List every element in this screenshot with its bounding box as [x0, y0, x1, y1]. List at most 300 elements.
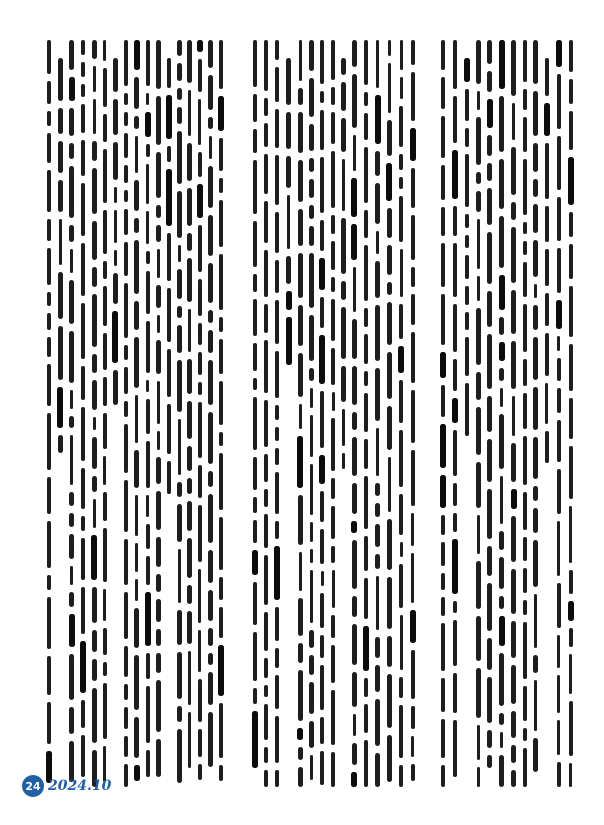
glyph-stroke [511, 489, 517, 509]
glyph-stroke [47, 656, 52, 695]
glyph-stroke [533, 204, 538, 233]
glyph-stroke [208, 412, 213, 464]
glyph-stroke [275, 155, 280, 205]
text-line [544, 40, 550, 800]
glyph-stroke [218, 645, 224, 696]
glyph-stroke [198, 402, 203, 458]
glyph-stroke [352, 483, 357, 514]
glyph-stroke [134, 717, 139, 758]
glyph-stroke [441, 207, 446, 236]
glyph-stroke [103, 628, 108, 655]
glyph-stroke [319, 258, 325, 290]
glyph-stroke [146, 495, 149, 517]
glyph-stroke [332, 570, 335, 608]
glyph-stroke [533, 437, 538, 479]
glyph-stroke [70, 566, 73, 585]
glyph-stroke [187, 233, 192, 251]
glyph-stroke [441, 678, 446, 712]
text-line [80, 40, 86, 800]
glyph-stroke [399, 564, 404, 608]
glyph-stroke [399, 705, 404, 758]
glyph-stroke [331, 151, 336, 208]
glyph-stroke [113, 58, 118, 92]
glyph-stroke [453, 601, 456, 613]
glyph-stroke [523, 40, 528, 82]
glyph-stroke [187, 585, 192, 604]
glyph-stroke [92, 267, 97, 287]
glyph-stroke [387, 245, 392, 275]
glyph-stroke [387, 208, 392, 238]
glyph-stroke [476, 372, 481, 400]
glyph-stroke [499, 96, 504, 152]
glyph-stroke [569, 446, 574, 499]
glyph-stroke [375, 151, 380, 176]
glyph-stroke [331, 299, 336, 341]
glyph-stroke [557, 248, 562, 293]
glyph-stroke [465, 89, 470, 121]
glyph-stroke [453, 96, 458, 143]
glyph-stroke [124, 190, 129, 202]
glyph-stroke [275, 607, 280, 641]
glyph-stroke [177, 306, 182, 318]
glyph-stroke [465, 337, 470, 376]
glyph-stroke [476, 668, 481, 718]
glyph-stroke [569, 628, 574, 647]
glyph-stroke [208, 263, 213, 303]
glyph-stroke [198, 505, 203, 562]
glyph-stroke [512, 396, 515, 436]
text-line [145, 40, 151, 800]
glyph-stroke [477, 91, 480, 110]
glyph-stroke [331, 40, 336, 80]
glyph-stroke [103, 149, 108, 203]
glyph-stroke [557, 336, 560, 351]
glyph-stroke [124, 367, 127, 394]
glyph-stroke [157, 431, 160, 450]
text-line [309, 40, 314, 800]
glyph-stroke [387, 735, 392, 782]
glyph-stroke [375, 261, 380, 298]
glyph-stroke [177, 706, 182, 722]
glyph-stroke [375, 665, 380, 692]
glyph-stroke [156, 225, 161, 242]
glyph-stroke [81, 366, 86, 400]
glyph-stroke [387, 577, 392, 629]
text-line [410, 40, 416, 800]
glyph-stroke [58, 272, 63, 319]
glyph-stroke [499, 557, 504, 589]
glyph-stroke [398, 346, 404, 373]
glyph-stroke [208, 166, 213, 208]
glyph-stroke [208, 360, 213, 405]
glyph-stroke [187, 611, 192, 644]
glyph-stroke [568, 157, 574, 205]
glyph-stroke [187, 401, 192, 439]
glyph-stroke [208, 712, 213, 767]
glyph-stroke [399, 765, 404, 787]
glyph-stroke [58, 326, 63, 380]
glyph-stroke [500, 388, 503, 407]
glyph-stroke [523, 492, 528, 530]
glyph-stroke [198, 382, 203, 395]
glyph-stroke [411, 168, 416, 208]
glyph-stroke [219, 40, 224, 89]
glyph-stroke [441, 597, 446, 616]
glyph-stroke [264, 489, 269, 507]
glyph-stroke [523, 304, 528, 352]
glyph-stroke [253, 632, 258, 681]
glyph-stroke [441, 573, 446, 590]
glyph-stroke [320, 40, 325, 84]
glyph-stroke [47, 702, 50, 744]
glyph-stroke [69, 108, 74, 136]
glyph-stroke [208, 590, 213, 621]
glyph-stroke [441, 165, 446, 200]
glyph-stroke [441, 515, 446, 535]
glyph-stroke [309, 124, 314, 151]
glyph-stroke [298, 353, 303, 397]
glyph-stroke [70, 435, 73, 485]
glyph-stroke [387, 519, 392, 570]
text-line [568, 40, 574, 800]
glyph-stroke [264, 454, 269, 482]
text-line [351, 40, 357, 800]
glyph-stroke [388, 63, 391, 113]
glyph-stroke [103, 589, 106, 621]
glyph-stroke [156, 599, 161, 622]
glyph-stroke [500, 732, 503, 748]
glyph-stroke [81, 303, 86, 359]
glyph-stroke [453, 483, 458, 506]
text-line [208, 40, 213, 800]
glyph-stroke [166, 95, 172, 139]
glyph-stroke [557, 583, 562, 628]
glyph-stroke [411, 72, 416, 121]
glyph-stroke [198, 729, 203, 757]
glyph-stroke [533, 387, 538, 430]
glyph-stroke [309, 315, 314, 361]
glyph-stroke [375, 183, 380, 224]
glyph-stroke [219, 339, 222, 374]
glyph-stroke [310, 464, 313, 515]
glyph-stroke [452, 398, 458, 423]
glyph-stroke [569, 654, 572, 694]
glyph-stroke [342, 159, 345, 211]
glyph-stroke [219, 432, 224, 446]
glyph-stroke [252, 711, 258, 768]
glyph-stroke [69, 492, 74, 506]
glyph-stroke [465, 235, 470, 248]
glyph-stroke [375, 483, 380, 496]
glyph-stroke [146, 93, 149, 105]
glyph-stroke [114, 250, 117, 266]
glyph-stroke [557, 635, 560, 668]
glyph-stroke [135, 136, 138, 173]
glyph-stroke [112, 311, 118, 363]
glyph-stroke [557, 197, 562, 241]
glyph-stroke [69, 225, 74, 242]
glyph-stroke [331, 506, 336, 539]
glyph-stroke [298, 670, 303, 721]
glyph-stroke [264, 704, 269, 740]
glyph-stroke [465, 255, 470, 279]
glyph-stroke [511, 745, 516, 763]
text-line [341, 40, 346, 800]
text-line [464, 40, 470, 800]
glyph-stroke [376, 428, 379, 476]
glyph-stroke [533, 337, 538, 380]
glyph-stroke [253, 497, 256, 513]
glyph-stroke [177, 63, 182, 81]
glyph-stroke [465, 312, 470, 330]
glyph-stroke [453, 513, 458, 532]
glyph-stroke [264, 685, 269, 697]
glyph-stroke [387, 302, 392, 345]
glyph-stroke [309, 158, 314, 172]
glyph-stroke [523, 537, 528, 561]
glyph-stroke [167, 288, 170, 342]
glyph-stroke [453, 206, 458, 236]
glyph-stroke [523, 117, 528, 152]
glyph-stroke [477, 767, 480, 787]
text-line [286, 40, 292, 800]
glyph-stroke [156, 537, 161, 567]
glyph-stroke [310, 415, 313, 457]
glyph-stroke [351, 521, 357, 533]
glyph-stroke [523, 622, 526, 679]
glyph-stroke [92, 380, 97, 410]
glyph-stroke [569, 570, 574, 594]
glyph-stroke [188, 712, 191, 768]
glyph-stroke [264, 747, 267, 763]
glyph-stroke [208, 40, 213, 68]
glyph-stroke [500, 476, 503, 524]
text-line [264, 40, 269, 800]
glyph-stroke [453, 430, 458, 476]
glyph-stroke [477, 725, 480, 760]
glyph-stroke [167, 58, 172, 88]
glyph-stroke [364, 92, 369, 106]
glyph-stroke [275, 448, 280, 465]
glyph-stroke [487, 439, 492, 482]
glyph-stroke [351, 178, 357, 217]
glyph-stroke [320, 635, 325, 658]
glyph-stroke [264, 514, 267, 548]
glyph-stroke [219, 765, 222, 781]
glyph-stroke [440, 475, 446, 508]
glyph-stroke [103, 683, 108, 739]
glyph-stroke [103, 662, 108, 676]
glyph-stroke [81, 538, 86, 580]
glyph-stroke [523, 568, 528, 593]
glyph-stroke [92, 354, 97, 373]
glyph-stroke [352, 596, 357, 617]
glyph-stroke [387, 406, 392, 450]
glyph-stroke [124, 424, 129, 473]
glyph-stroke [569, 212, 574, 237]
glyph-stroke [453, 40, 458, 89]
glyph-stroke [134, 116, 139, 129]
glyph-stroke [92, 221, 97, 260]
glyph-stroke [464, 58, 470, 82]
glyph-stroke [81, 183, 86, 236]
glyph-stroke [309, 78, 314, 117]
glyph-stroke [156, 739, 161, 777]
text-line [476, 40, 481, 800]
glyph-stroke [297, 728, 303, 740]
glyph-stroke [298, 767, 303, 787]
glyph-stroke [167, 461, 172, 494]
glyph-stroke [487, 163, 492, 181]
glyph-stroke [103, 333, 108, 370]
glyph-stroke [275, 648, 280, 668]
glyph-stroke [545, 206, 550, 242]
glyph-stroke [364, 678, 367, 697]
glyph-stroke [286, 58, 291, 105]
glyph-stroke [487, 396, 492, 432]
glyph-stroke [219, 178, 222, 193]
glyph-stroke [341, 82, 346, 111]
glyph-stroke [487, 755, 492, 768]
glyph-stroke [188, 90, 191, 136]
glyph-stroke [476, 462, 481, 508]
glyph-stroke [275, 109, 280, 148]
glyph-stroke [209, 136, 212, 159]
glyph-stroke [253, 397, 258, 450]
glyph-stroke [92, 294, 97, 347]
glyph-stroke [299, 552, 302, 591]
glyph-stroke [453, 673, 456, 713]
glyph-stroke [569, 286, 574, 337]
text-line [440, 40, 446, 800]
glyph-stroke [146, 271, 151, 314]
text-line [511, 40, 517, 800]
glyph-stroke [352, 672, 357, 707]
glyph-stroke [320, 220, 325, 251]
glyph-stroke [534, 594, 537, 648]
glyph-stroke [286, 256, 291, 284]
text-line [91, 40, 97, 800]
glyph-stroke [545, 383, 548, 424]
glyph-stroke [264, 201, 269, 243]
glyph-stroke [93, 417, 96, 430]
glyph-stroke [47, 219, 52, 241]
text-line [252, 40, 258, 800]
glyph-stroke [253, 160, 258, 214]
glyph-stroke [453, 243, 456, 297]
glyph-stroke [146, 750, 151, 777]
glyph-stroke [441, 719, 446, 758]
glyph-stroke [309, 179, 314, 198]
glyph-stroke [309, 205, 314, 219]
glyph-stroke [219, 607, 224, 638]
glyph-stroke [399, 177, 404, 189]
glyph-stroke [499, 653, 504, 706]
glyph-stroke [219, 453, 224, 510]
glyph-stroke [465, 383, 468, 436]
text-line [499, 40, 505, 800]
glyph-stroke [499, 596, 504, 609]
glyph-stroke [557, 420, 562, 462]
glyph-stroke [58, 180, 63, 212]
glyph-stroke [476, 191, 481, 212]
glyph-stroke [178, 419, 181, 475]
glyph-stroke [264, 250, 269, 297]
glyph-stroke [124, 209, 127, 235]
glyph-stroke [331, 112, 336, 144]
text-line [57, 40, 63, 800]
glyph-stroke [523, 89, 528, 110]
glyph-stroke [523, 359, 528, 386]
glyph-stroke [386, 163, 392, 201]
glyph-stroke [146, 144, 151, 157]
glyph-stroke [81, 700, 86, 728]
glyph-stroke [523, 728, 528, 741]
glyph-stroke [219, 317, 224, 332]
glyph-stroke [309, 655, 314, 675]
glyph-stroke [135, 495, 138, 536]
glyph-stroke [69, 331, 74, 383]
glyph-stroke [465, 214, 470, 228]
glyph-stroke [487, 99, 493, 128]
glyph-stroke [253, 582, 258, 625]
glyph-stroke [275, 212, 280, 253]
text-line [124, 40, 129, 800]
glyph-stroke [146, 441, 151, 488]
glyph-stroke [453, 620, 456, 666]
glyph-stroke [298, 112, 303, 153]
glyph-stroke [353, 714, 356, 736]
glyph-stroke [319, 455, 325, 484]
glyph-stroke [81, 84, 86, 97]
glyph-stroke [80, 641, 86, 693]
glyph-stroke [298, 209, 303, 246]
glyph-stroke [331, 87, 336, 105]
glyph-stroke [124, 646, 129, 677]
glyph-stroke [375, 305, 380, 361]
glyph-stroke [487, 188, 492, 225]
glyph-stroke [198, 465, 203, 498]
glyph-stroke [499, 713, 504, 725]
glyph-stroke [253, 221, 258, 267]
glyph-stroke [387, 352, 392, 399]
glyph-stroke [399, 304, 404, 339]
glyph-stroke [411, 450, 416, 506]
glyph-stroke [534, 284, 537, 298]
glyph-stroke [264, 400, 269, 447]
glyph-stroke [92, 40, 97, 59]
glyph-stroke [499, 342, 505, 361]
glyph-stroke [556, 300, 562, 329]
glyph-stroke [523, 748, 528, 787]
glyph-stroke [219, 577, 224, 600]
glyph-stroke [364, 439, 367, 469]
glyph-stroke [58, 435, 63, 453]
glyph-stroke [298, 305, 303, 346]
glyph-stroke [124, 592, 129, 639]
glyph-stroke [187, 478, 192, 494]
glyph-stroke [47, 248, 52, 285]
glyph-stroke [477, 515, 480, 554]
glyph-stroke [364, 371, 369, 386]
glyph-stroke [499, 275, 505, 310]
glyph-stroke [487, 135, 492, 156]
glyph-stroke [69, 166, 74, 218]
glyph-stroke [399, 106, 404, 147]
glyph-stroke [156, 40, 161, 89]
glyph-stroke [177, 88, 182, 100]
glyph-stroke [331, 348, 336, 385]
